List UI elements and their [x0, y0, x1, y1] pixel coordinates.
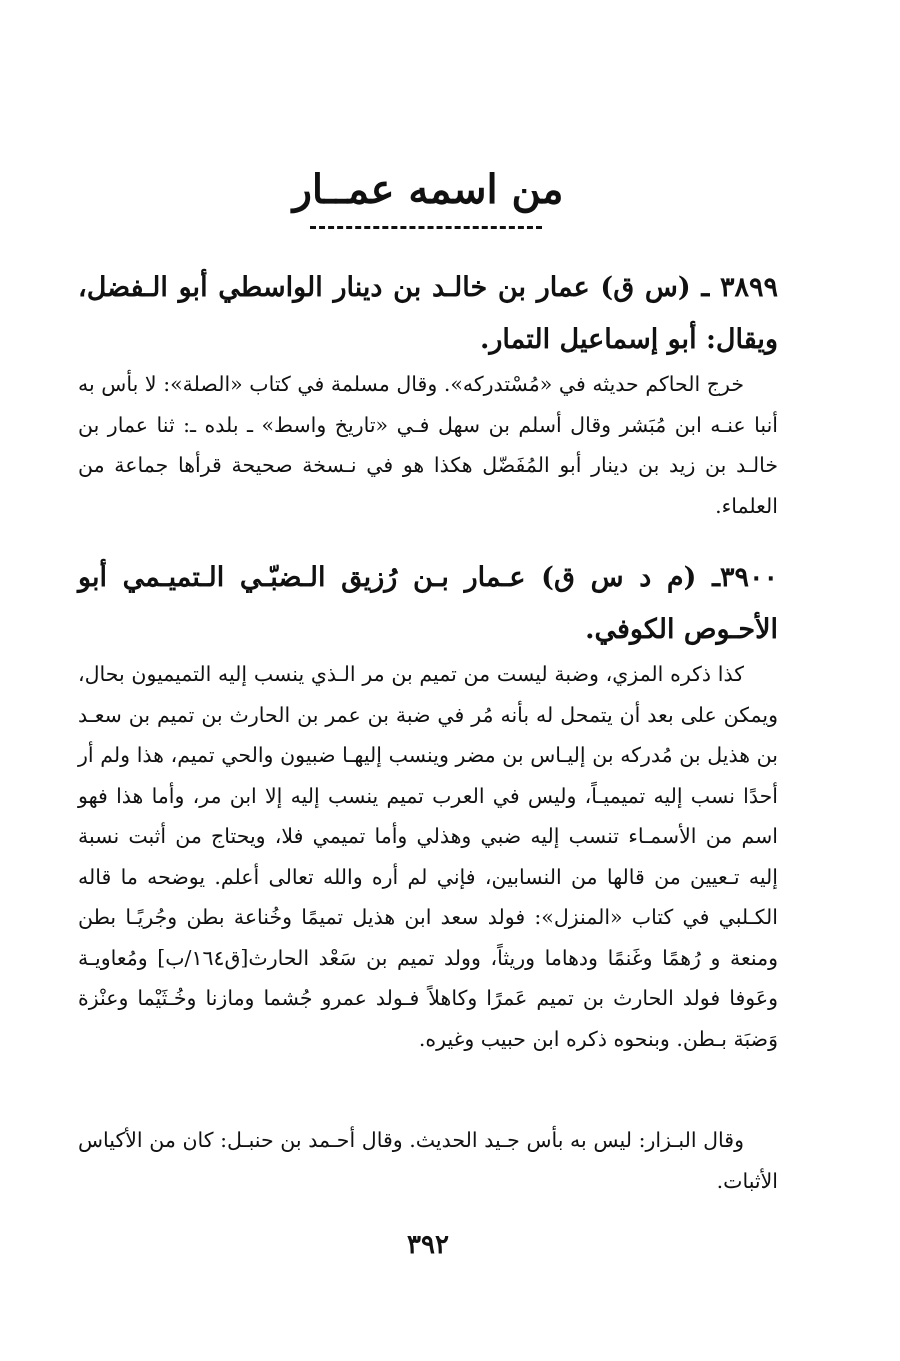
- section-heading: من اسمه عمــار: [292, 166, 564, 213]
- entry-paragraph-3900-a: كذا ذكره المزي، وضبة ليست من تميم بن مر الـذي ينسب إليه التميميون بحال، ويمكن على بعد أن يتمحل له بأنه مُر في ضبة بن عمر بن الحارث بن تميم بن سعـد بن هذيل بن مُدركه بن إليـاس بن مضر وينسب إليهـا ضبيون والحي تميم، هذا ولم أر أحدًا نسب إليه تميميـاً، وليس في العرب تميم ينسب إليه إلا ابن مر، وأما هذا فهو اسم من الأسمـاء تنسب إليه ضبي وهذلي وأما تميمي فلا، ويحتاج من أثبت نسبة إليه تـعيين من قالها من النسابين، فإني لم أره والله تعالى أعلم. يوضحه ما قاله الكـلبي في كتاب «المنزل»: فولد سعد ابن هذيل تميمًا وخُناعة بطن وجُريًـا بطن ومنعة و رُهمًا وغَنمًا ودهاما وريثاً، وولد تميم بن سَعْد الحارث[ق١٦٤/ب] ومُعاويـة وعَوفا فولد الحارث بن تميم عَمرًا وكاهلاً فـولد عمرو جُشما ومازنا وخُـثَيْما وعنْزة وَضبَة بـطن. وبنحوه ذكره ابن حبيب وغيره.: [78, 662, 778, 1051]
- document-page: [78, 0, 778, 1361]
- heading-underline: [310, 226, 542, 229]
- page-number: ٣٩٢: [407, 1230, 449, 1260]
- entry-title-3899: ٣٨٩٩ ـ (س ق) عمار بن خالـد بن دينار الواسطي أبو الـفضل، ويقال: أبو إسماعيل التمار.: [78, 272, 778, 355]
- entry-paragraph-3900-b: وقال البـزار: ليس به بأس جـيد الحديث. وقال أحـمد بن حنبـل: كان من الأكياس الأثبات.: [78, 1128, 778, 1193]
- entry-title-3900: ٣٩٠٠ـ (م د س ق) عـمار بـن رُزيق الـضبّـي الـتميـمي أبو الأحـوص الكوفي.: [78, 562, 778, 645]
- entry-paragraph-3899: خرج الحاكم حديثه في «مُسْتدركه». وقال مسلمة في كتاب «الصلة»: لا بأس به أنبا عنـه ابن مُبَشر وقال أسلم بن سهل فـي «تاريخ واسط» ـ بلده ـ: ثنا عمار بن خالـد بن زيد بن دينار أبو المُفَضّل هكذا هو في نـسخة صحيحة قرأها جماعة من العلماء.: [78, 372, 778, 518]
